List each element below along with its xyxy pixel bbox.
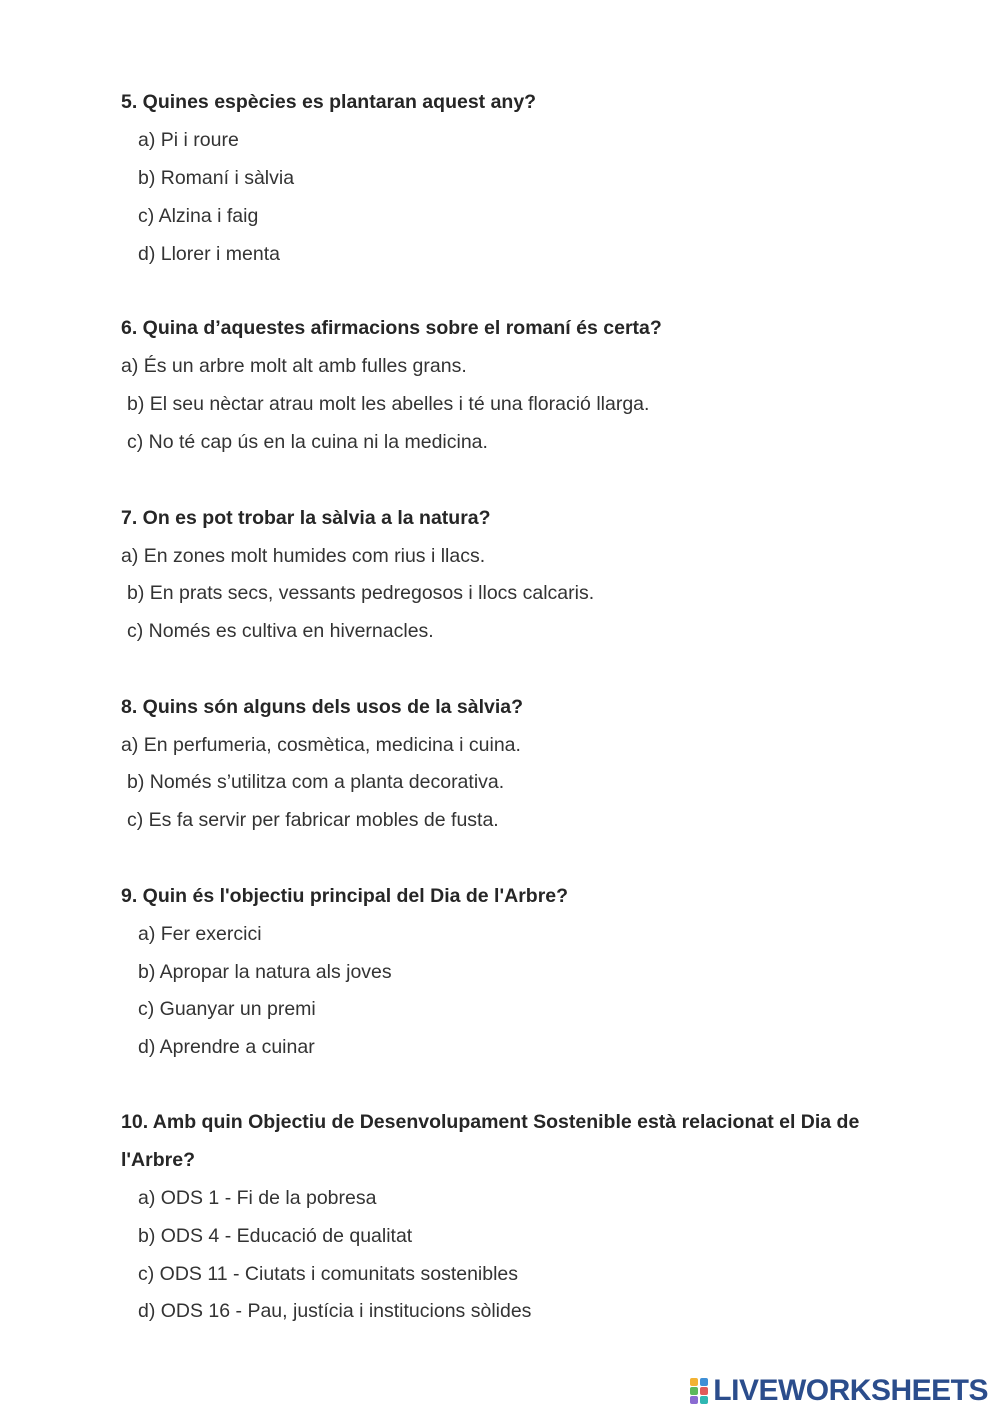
q9-option-a[interactable]: a) Fer exercici: [138, 923, 262, 945]
q6-option-a[interactable]: a) És un arbre molt alt amb fulles grans.: [121, 355, 467, 377]
q8-option-b[interactable]: b) Només s’utilitza com a planta decorativa.: [127, 771, 505, 793]
q6-option-c[interactable]: c) No té cap ús en la cuina ni la medicina.: [127, 431, 488, 453]
q9-option-c[interactable]: c) Guanyar un premi: [138, 998, 316, 1020]
q10-option-a[interactable]: a) ODS 1 - Fi de la pobresa: [138, 1187, 377, 1209]
q5-option-c[interactable]: c) Alzina i faig: [138, 205, 259, 227]
liveworksheets-logo-icon: [690, 1378, 710, 1404]
question-8-title: 8. Quins són alguns dels usos de la sàlvia?: [121, 696, 524, 718]
q6-option-b[interactable]: b) El seu nèctar atrau molt les abelles i té una floració llarga.: [127, 393, 650, 415]
liveworksheets-brand-text: LIVEWORKSHEETS: [713, 1374, 988, 1407]
q7-option-b[interactable]: b) En prats secs, vessants pedregosos i llocs calcaris.: [127, 582, 595, 604]
question-10-title: 10. Amb quin Objectiu de Desenvolupament Sostenible està relacionat el Dia de l'Arbre?: [121, 1111, 860, 1171]
question-6-title: 6. Quina d’aquestes afirmacions sobre el romaní és certa?: [121, 317, 662, 339]
q9-option-b[interactable]: b) Apropar la natura als joves: [138, 961, 392, 983]
question-9-title: 9. Quin és l'objectiu principal del Dia de l'Arbre?: [121, 885, 569, 907]
q8-option-a[interactable]: a) En perfumeria, cosmètica, medicina i cuina.: [121, 734, 521, 756]
q10-option-d[interactable]: d) ODS 16 - Pau, justícia i institucions sòlides: [138, 1300, 532, 1322]
q7-option-c[interactable]: c) Només es cultiva en hivernacles.: [127, 620, 434, 642]
q5-option-a[interactable]: a) Pi i roure: [138, 129, 239, 151]
q5-option-b[interactable]: b) Romaní i sàlvia: [138, 167, 295, 189]
question-5-title: 5. Quines espècies es plantaran aquest any?: [121, 91, 537, 113]
liveworksheets-logo: [690, 1374, 988, 1408]
q5-option-d[interactable]: d) Llorer i menta: [138, 243, 280, 265]
q7-option-a[interactable]: a) En zones molt humides com rius i llacs.: [121, 545, 486, 567]
q10-option-c[interactable]: c) ODS 11 - Ciutats i comunitats sostenibles: [138, 1263, 519, 1285]
q9-option-d[interactable]: d) Aprendre a cuinar: [138, 1036, 315, 1058]
question-7-title: 7. On es pot trobar la sàlvia a la natura?: [121, 507, 491, 529]
q8-option-c[interactable]: c) Es fa servir per fabricar mobles de fusta.: [127, 809, 499, 831]
q10-option-b[interactable]: b) ODS 4 - Educació de qualitat: [138, 1225, 413, 1247]
